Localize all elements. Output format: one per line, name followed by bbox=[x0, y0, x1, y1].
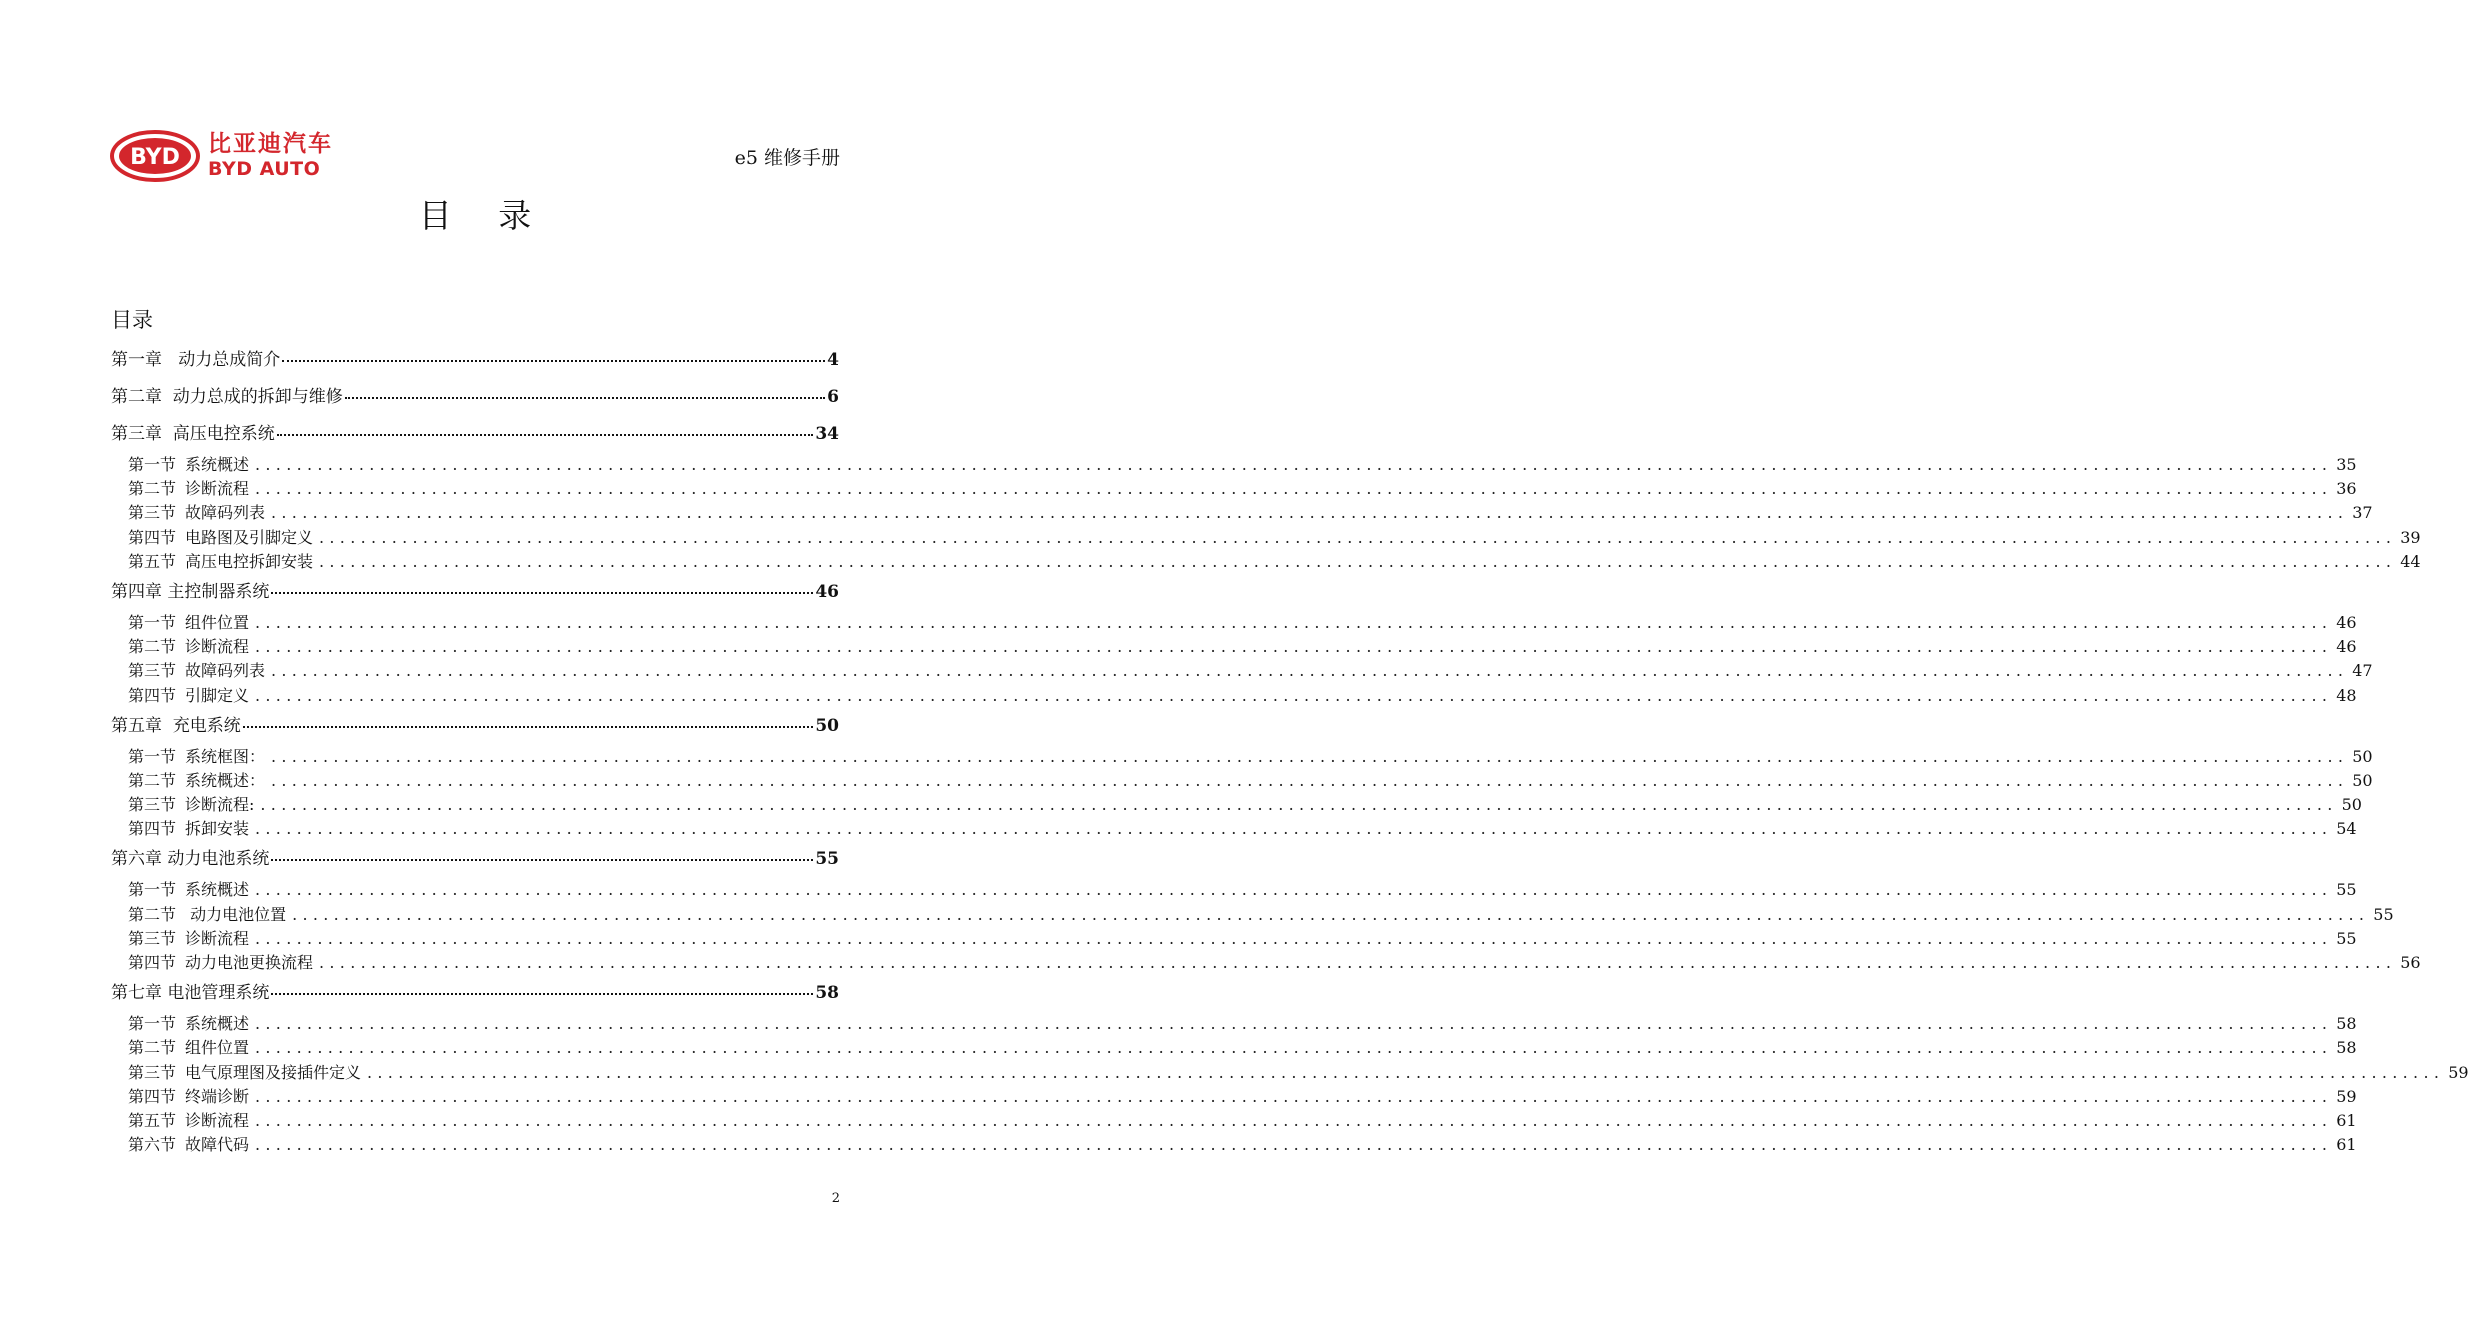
section-title: 故障码列表 bbox=[185, 661, 266, 681]
section-page-number: 54 bbox=[2336, 819, 2357, 839]
section-number: 第二节 bbox=[128, 770, 177, 790]
chapter-number: 第五章 bbox=[111, 715, 162, 736]
dot-leader: ........................................................................................................................................................................................................ bbox=[255, 685, 2333, 705]
toc-section-entry[interactable] bbox=[128, 768, 2373, 792]
section-page-number: 48 bbox=[2336, 685, 2357, 705]
section-title: 诊断流程 bbox=[185, 637, 250, 657]
section-title: 系统概述： bbox=[185, 770, 266, 790]
chapter-title: 充电系统 bbox=[162, 715, 241, 736]
chapter-title: 电池管理系统 bbox=[162, 983, 270, 1004]
toc-section-entry[interactable] bbox=[128, 658, 2373, 682]
toc-section-entry[interactable] bbox=[128, 1084, 2357, 1108]
toc-section-entry[interactable] bbox=[128, 1035, 2357, 1059]
byd-logo bbox=[110, 130, 350, 182]
section-page-number: 58 bbox=[2336, 1014, 2357, 1034]
section-number: 第一节 bbox=[128, 746, 177, 766]
section-number: 第二节 bbox=[128, 479, 177, 499]
dot-leader: ........................................................................................................................................................................................................ bbox=[255, 1038, 2333, 1058]
section-title: 诊断流程 bbox=[185, 928, 250, 948]
section-number: 第一节 bbox=[128, 612, 177, 632]
dot-leader: ........................................................................................................................................................................................................ bbox=[292, 904, 2370, 924]
toc-section-entry[interactable] bbox=[128, 816, 2357, 840]
section-page-number: 46 bbox=[2336, 637, 2357, 657]
section-page-number: 37 bbox=[2352, 503, 2373, 523]
chapter-page-number: 50 bbox=[815, 715, 839, 736]
section-number: 第四节 bbox=[128, 953, 177, 972]
section-page-number: 55 bbox=[2373, 904, 2394, 924]
section-number: 第一节 bbox=[128, 455, 177, 474]
toc-section-entry[interactable] bbox=[128, 926, 2357, 950]
toc-section-entry[interactable] bbox=[128, 500, 2373, 524]
section-page-number: 61 bbox=[2336, 1135, 2357, 1155]
chapter-title: 动力总成的拆卸与维修 bbox=[162, 387, 343, 407]
toc-section-entry[interactable] bbox=[128, 1132, 2357, 1156]
toc-section-entry[interactable] bbox=[128, 792, 2362, 816]
section-title: 组件位置 bbox=[185, 1038, 250, 1058]
section-title: 拆卸安装 bbox=[185, 819, 250, 839]
chapter-number: 第六章 bbox=[111, 849, 162, 870]
section-page-number: 50 bbox=[2352, 746, 2373, 766]
section-page-number: 35 bbox=[2336, 455, 2357, 474]
chapter-page-number: 46 bbox=[815, 581, 839, 602]
toc-section-entry[interactable] bbox=[128, 1060, 2469, 1084]
dot-leader: ........................................................................................................................................................................................................ bbox=[367, 1062, 2445, 1082]
dot-leader: ........................................................................................................................................................................................................ bbox=[319, 527, 2397, 547]
section-page-number: 61 bbox=[2336, 1110, 2357, 1130]
section-number: 第二节 bbox=[128, 637, 177, 657]
section-title: 诊断流程 bbox=[185, 479, 250, 499]
dot-leader bbox=[271, 592, 813, 594]
dot-leader: ........................................................................................................................................................................................................ bbox=[255, 1135, 2333, 1155]
dot-leader: ........................................................................................................................................................................................................ bbox=[271, 661, 2349, 681]
section-title: 系统概述 bbox=[185, 880, 250, 900]
chapter-page-number: 55 bbox=[815, 849, 839, 870]
section-page-number: 56 bbox=[2400, 953, 2421, 972]
section-title: 动力电池位置 bbox=[185, 904, 287, 924]
dot-leader: ........................................................................................................................................................................................................ bbox=[255, 637, 2333, 657]
section-page-number: 39 bbox=[2400, 527, 2421, 547]
toc-section-entry[interactable] bbox=[128, 476, 2357, 500]
chapter-page-number: 4 bbox=[827, 350, 839, 370]
section-number: 第四节 bbox=[128, 819, 177, 839]
chapter-page-number: 58 bbox=[815, 983, 839, 1004]
section-title: 引脚定义 bbox=[185, 685, 250, 705]
toc-chapter-entry[interactable] bbox=[111, 382, 839, 415]
section-page-number: 58 bbox=[2336, 1038, 2357, 1058]
section-number: 第五节 bbox=[128, 551, 177, 571]
section-number: 第三节 bbox=[128, 795, 177, 815]
section-title: 诊断流程 bbox=[185, 1110, 250, 1130]
dot-leader: ........................................................................................................................................................................................................ bbox=[255, 819, 2333, 839]
section-number: 第二节 bbox=[128, 1038, 177, 1058]
dot-leader: ........................................................................................................................................................................................................ bbox=[255, 928, 2333, 948]
section-number: 第一节 bbox=[128, 880, 177, 900]
chapter-title: 主控制器系统 bbox=[162, 581, 270, 602]
toc-chapter-entry[interactable] bbox=[111, 978, 839, 1011]
section-page-number: 47 bbox=[2352, 661, 2373, 681]
dot-leader bbox=[271, 993, 813, 995]
toc-section-entry[interactable] bbox=[128, 610, 2357, 634]
section-title: 故障代码 bbox=[185, 1135, 250, 1155]
dot-leader: ........................................................................................................................................................................................................ bbox=[271, 746, 2349, 766]
section-page-number: 36 bbox=[2336, 479, 2357, 499]
section-page-number: 59 bbox=[2448, 1062, 2469, 1082]
dot-leader: ........................................................................................................................................................................................................ bbox=[255, 1110, 2333, 1130]
section-title: 终端诊断 bbox=[185, 1086, 250, 1106]
section-number: 第六节 bbox=[128, 1135, 177, 1155]
section-number: 第三节 bbox=[128, 661, 177, 681]
toc-section-entry[interactable] bbox=[128, 525, 2421, 549]
toc-section-entry[interactable] bbox=[128, 1108, 2357, 1132]
logo-emblem-text: BYD bbox=[130, 145, 180, 170]
document-title: 目 录 bbox=[418, 196, 550, 235]
section-page-number: 50 bbox=[2341, 795, 2362, 815]
chapter-title: 动力电池系统 bbox=[162, 849, 270, 870]
chapter-number: 第一章 bbox=[111, 350, 162, 370]
toc-chapter-entry[interactable] bbox=[111, 345, 839, 378]
section-number: 第二节 bbox=[128, 904, 177, 924]
section-title: 系统概述 bbox=[185, 1014, 250, 1034]
section-page-number: 44 bbox=[2400, 551, 2421, 571]
section-page-number: 59 bbox=[2336, 1086, 2357, 1106]
section-page-number: 55 bbox=[2336, 880, 2357, 900]
toc-chapter-entry[interactable] bbox=[111, 844, 839, 877]
table-of-contents bbox=[111, 345, 2469, 1156]
section-number: 第五节 bbox=[128, 1110, 177, 1130]
section-title: 电气原理图及接插件定义 bbox=[185, 1062, 362, 1082]
logo-chinese-text: 比亚迪汽车 bbox=[208, 131, 333, 157]
section-title: 系统框图： bbox=[185, 746, 266, 766]
chapter-page-number: 6 bbox=[827, 387, 839, 407]
section-number: 第三节 bbox=[128, 503, 177, 523]
section-number: 第一节 bbox=[128, 1014, 177, 1034]
dot-leader: ........................................................................................................................................................................................................ bbox=[271, 770, 2349, 790]
chapter-number: 第二章 bbox=[111, 387, 162, 407]
byd-emblem-icon bbox=[110, 130, 200, 182]
toc-section-entry[interactable] bbox=[128, 744, 2373, 768]
chapter-number: 第七章 bbox=[111, 983, 162, 1004]
toc-section-entry[interactable] bbox=[128, 902, 2394, 926]
chapter-number: 第三章 bbox=[111, 424, 162, 444]
section-title: 动力电池更换流程 bbox=[185, 953, 314, 972]
dot-leader bbox=[271, 859, 813, 861]
section-number: 第四节 bbox=[128, 1086, 177, 1106]
toc-section-entry[interactable] bbox=[128, 950, 2421, 974]
dot-leader bbox=[345, 397, 825, 399]
toc-section-entry[interactable] bbox=[128, 1011, 2357, 1035]
section-number: 第四节 bbox=[128, 527, 177, 547]
chapter-number: 第四章 bbox=[111, 581, 162, 602]
logo-english-text: BYD AUTO bbox=[208, 158, 321, 180]
section-page-number: 50 bbox=[2352, 770, 2373, 790]
section-title: 电路图及引脚定义 bbox=[185, 527, 314, 547]
dot-leader: ........................................................................................................................................................................................................ bbox=[271, 503, 2349, 523]
section-title: 系统概述 bbox=[185, 455, 250, 474]
toc-chapter-entry[interactable] bbox=[111, 711, 839, 744]
toc-heading: 目录 bbox=[111, 308, 153, 332]
section-title: 组件位置 bbox=[185, 612, 250, 632]
chapter-page-number: 34 bbox=[815, 424, 839, 444]
toc-section-entry[interactable] bbox=[128, 634, 2357, 658]
manual-title: e5 维修手册 bbox=[734, 147, 840, 169]
toc-section-entry[interactable] bbox=[128, 877, 2357, 901]
dot-leader: ........................................................................................................................................................................................................ bbox=[255, 880, 2333, 900]
toc-section-entry[interactable] bbox=[128, 683, 2357, 707]
dot-leader: ........................................................................................................................................................................................................ bbox=[319, 953, 2397, 972]
dot-leader: ........................................................................................................................................................................................................ bbox=[255, 612, 2333, 632]
chapter-title: 高压电控系统 bbox=[162, 424, 275, 444]
section-number: 第三节 bbox=[128, 1062, 177, 1082]
dot-leader: ........................................................................................................................................................................................................ bbox=[255, 1014, 2333, 1034]
dot-leader: ........................................................................................................................................................................................................ bbox=[255, 455, 2333, 474]
toc-chapter-entry[interactable] bbox=[111, 577, 839, 610]
dot-leader: ........................................................................................................................................................................................................ bbox=[319, 551, 2397, 571]
section-page-number: 55 bbox=[2336, 928, 2357, 948]
dot-leader: ........................................................................................................................................................................................................ bbox=[260, 795, 2338, 815]
section-title: 故障码列表 bbox=[185, 503, 266, 523]
section-title: 诊断流程: bbox=[185, 795, 255, 815]
chapter-title: 动力总成简介 bbox=[162, 350, 281, 370]
dot-leader bbox=[282, 360, 825, 362]
section-number: 第四节 bbox=[128, 685, 177, 705]
dot-leader: ........................................................................................................................................................................................................ bbox=[255, 479, 2333, 499]
section-number: 第三节 bbox=[128, 928, 177, 948]
page-number: 2 bbox=[831, 1191, 840, 1206]
dot-leader: ........................................................................................................................................................................................................ bbox=[255, 1086, 2333, 1106]
section-title: 高压电控拆卸安装 bbox=[185, 551, 314, 571]
toc-chapter-entry[interactable] bbox=[111, 419, 839, 452]
section-page-number: 46 bbox=[2336, 612, 2357, 632]
toc-section-entry[interactable] bbox=[128, 549, 2421, 573]
dot-leader bbox=[277, 434, 814, 436]
toc-section-entry[interactable] bbox=[128, 452, 2357, 476]
dot-leader bbox=[243, 726, 814, 728]
